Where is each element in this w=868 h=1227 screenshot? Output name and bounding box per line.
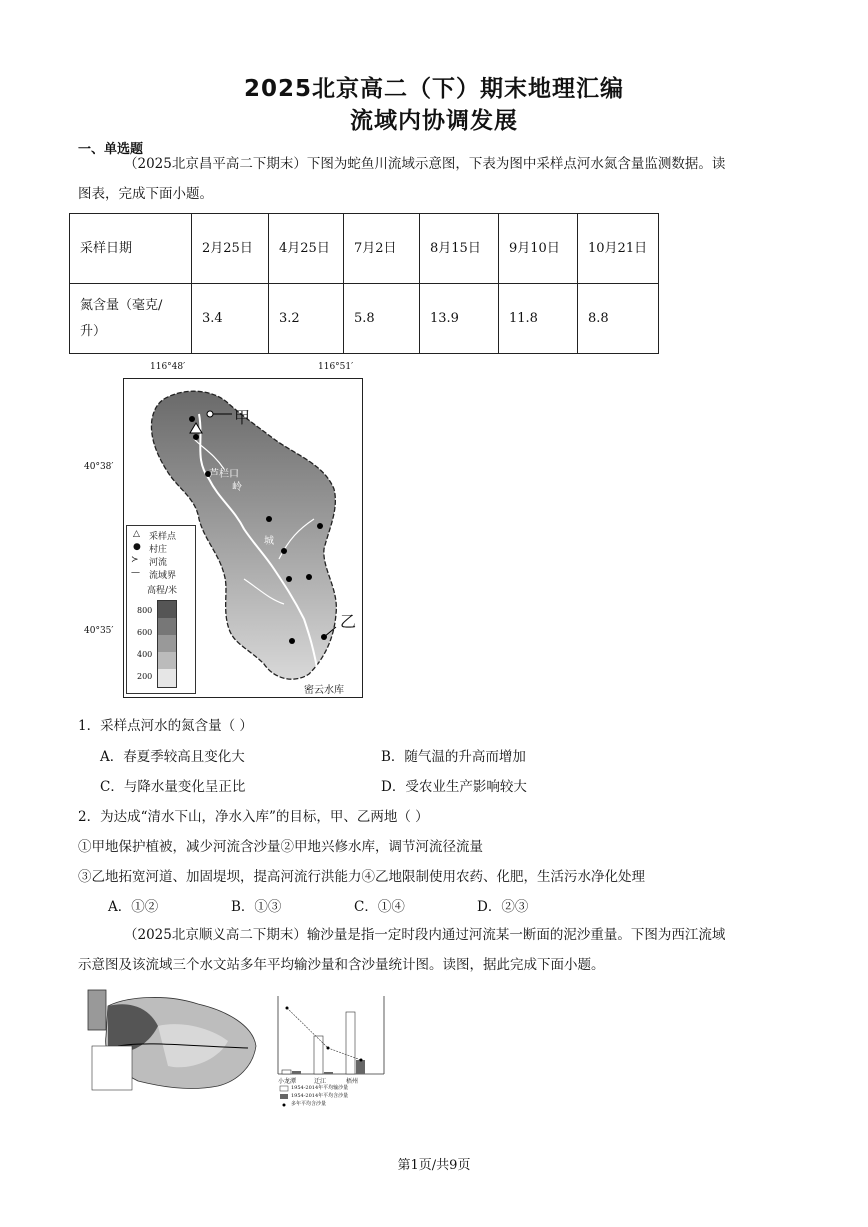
lon-label-left: 116°48′ (150, 362, 186, 372)
section-heading: 一、单选题 (78, 142, 144, 157)
lat-label-top: 40°38′ (84, 462, 114, 472)
basin-map (123, 378, 363, 698)
table-header-nitrogen: 氮含量（毫克/升） (70, 284, 192, 354)
village-dot (193, 434, 199, 440)
q1-option-c: C．与降水量变化呈正比 (100, 779, 246, 795)
q1-option-b: B．随气温的升高而增加 (381, 749, 526, 765)
legend-river-icon: ≻ (131, 555, 139, 565)
xijiang-map (78, 986, 264, 1098)
xijiang-map-svg (78, 986, 264, 1098)
elev-tick: 200 (137, 672, 153, 681)
station-label: 迁江 (314, 1078, 327, 1085)
q2-option-b: B．①③ (231, 899, 282, 915)
table-cell: 11.8 (499, 284, 578, 354)
table-cell: 3.2 (269, 284, 344, 354)
bar-conc (292, 1071, 301, 1074)
legend-dot-icon: ● (133, 542, 141, 552)
elev-tick: 800 (137, 606, 153, 615)
station-label: 梧州 (346, 1078, 359, 1085)
table-cell: 3.4 (192, 284, 269, 354)
bar-load (282, 1070, 291, 1074)
table-header-date: 采样日期 (70, 214, 192, 284)
legend-conc: 1954-2014年平均含沙量 (291, 1093, 349, 1099)
legend-village: 村庄 (149, 545, 168, 555)
map-legend (126, 525, 196, 694)
legend-triangle-icon: △ (133, 529, 140, 539)
village-dot (289, 638, 295, 644)
q1-option-d: D．受农业生产影响较大 (381, 779, 527, 795)
elevation-scale (157, 600, 177, 688)
reservoir-label: 密云水库 (304, 685, 344, 696)
intro1-line2: 图表，完成下面小题。 (78, 186, 213, 202)
table-cell: 7月2日 (344, 214, 420, 284)
page-footer: 第1页/共9页 (397, 1158, 471, 1173)
lon-label-right: 116°51′ (318, 362, 354, 372)
q2-option-c: C．①④ (354, 899, 405, 915)
village-dot (306, 574, 312, 580)
label-yi: 乙 (340, 612, 357, 631)
intro1-line1: （2025北京昌平高二下期末）下图为蛇鱼川流域示意图，下表为图中采样点河水氮含量监测数据。读 (124, 156, 726, 172)
q1-option-a: A．春夏季较高且变化大 (100, 749, 245, 765)
bar-load (346, 1012, 355, 1074)
elev-tick: 400 (137, 650, 153, 659)
nitrogen-table (69, 213, 659, 354)
jia-point (207, 411, 213, 417)
legend-river: 河流 (149, 558, 168, 568)
q2-statements-34: ③乙地拓宽河道、加固堤坝，提高河流行洪能力④乙地限制使用农药、化肥，生活污水净化处理 (78, 869, 645, 885)
legend-elev-title: 高程/米 (147, 586, 178, 596)
legend-boundary-icon: — (131, 568, 140, 578)
elev-tick: 600 (137, 628, 153, 637)
village-dot (286, 576, 292, 582)
bar-conc (324, 1072, 333, 1074)
place-label: 城 (264, 536, 274, 547)
lat-label-bottom: 40°35′ (84, 626, 114, 636)
table-cell: 10月21日 (578, 214, 659, 284)
table-cell: 8月15日 (420, 214, 499, 284)
q1-stem: 1．采样点河水的氮含量（ ） (78, 718, 253, 734)
q2-option-a: A．①② (108, 899, 159, 915)
legend-boundary: 流域界 (149, 571, 177, 581)
village-dot (189, 416, 195, 422)
table-cell: 9月10日 (499, 214, 578, 284)
village-dot (266, 516, 272, 522)
q2-stem: 2．为达成“清水下山，净水入库”的目标，甲、乙两地（ ） (78, 809, 429, 825)
village-dot (281, 548, 287, 554)
table-cell: 8.8 (578, 284, 659, 354)
legend-load: 1954-2014年平均输沙量 (291, 1085, 349, 1091)
sediment-chart (266, 986, 396, 1116)
q2-option-d: D．②③ (477, 899, 529, 915)
q2-statements-12: ①甲地保护植被，减少河流含沙量②甲地兴修水库，调节河流径流量 (78, 839, 483, 855)
intro2-line2: 示意图及该流域三个水文站多年平均输沙量和含沙量统计图。读图，据此完成下面小题。 (78, 957, 605, 973)
table-cell: 2月25日 (192, 214, 269, 284)
table-cell: 13.9 (420, 284, 499, 354)
page-subtitle: 流域内协调发展 (350, 108, 518, 134)
place-label: 岭 (232, 482, 242, 493)
label-jia: 甲 (234, 408, 251, 427)
legend-avg: 多年平均含沙量 (291, 1101, 327, 1107)
table-cell: 5.8 (344, 284, 420, 354)
page-title: 2025北京高二（下）期末地理汇编 (243, 76, 624, 102)
table-cell: 4月25日 (269, 214, 344, 284)
village-dot (317, 523, 323, 529)
place-label: 芦栏口 (209, 469, 239, 480)
legend-sample: 采样点 (149, 532, 177, 542)
bar-conc (356, 1060, 365, 1074)
intro2-line1: （2025北京顺义高二下期末）输沙量是指一定时段内通过河流某一断面的泥沙重量。下图为西江流域 (124, 927, 726, 943)
station-label: 小龙潭 (278, 1078, 297, 1085)
